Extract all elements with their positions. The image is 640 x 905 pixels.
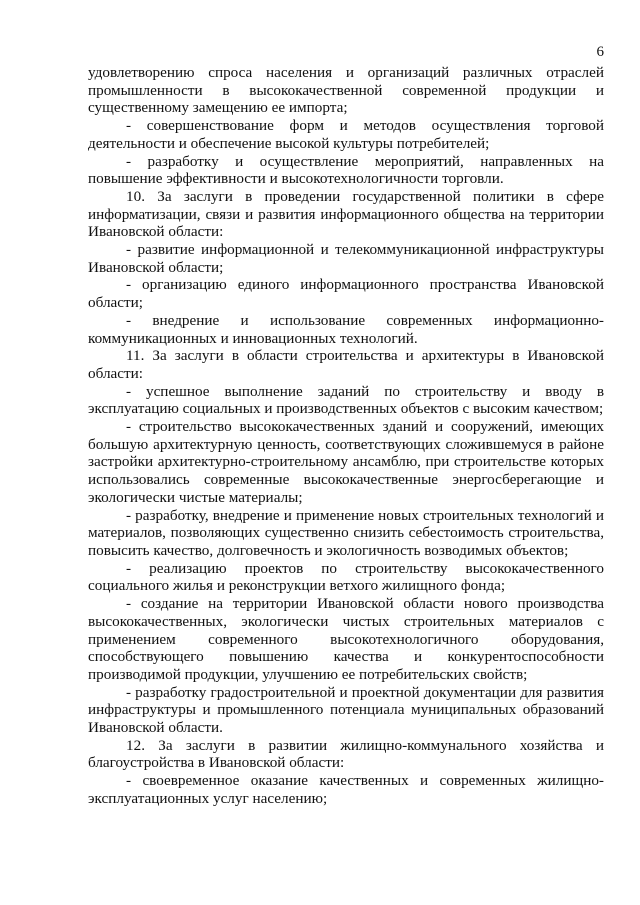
paragraph-9: - строительство высококачественных зданий и сооружений, имеющих большую архитектурную ценность, соответствующих сложившемуся в районе застройки архитектурно-строительному ансамблю, при строительстве которых использовались современные высококачественные энергосберегающие и экологически чистые материалы;: [88, 418, 604, 506]
paragraph-15: - своевременное оказание качественных и современных жилищно-эксплуатационных услуг населению;: [88, 772, 604, 807]
paragraph-11: - реализацию проектов по строительству высококачественного социального жилья и реконструкции ветхого жилищного фонда;: [88, 559, 604, 595]
paragraph-7: 11. За заслуги в области строительства и архитектуры в Ивановской области:: [88, 347, 604, 382]
paragraph-6: - внедрение и использование современных информационно-коммуникационных и инновационных технологий.: [88, 311, 604, 347]
paragraph-4: - развитие информационной и телекоммуникационной инфраструктуры Ивановской области;: [88, 241, 604, 276]
paragraph-0: удовлетворению спроса населения и организаций различных отраслей промышленности в высококачественной современной продукции и существенному замещению ее импорта;: [88, 64, 604, 117]
paragraph-12: - создание на территории Ивановской области нового производства высококачественных, экологически чистых строительных материалов с применением современного высокотехнологичного оборудования, способствующего повышению качества и конкурентоспособности производимой продукции, улучшению ее потребительских свойств;: [88, 595, 604, 683]
paragraph-14: 12. За заслуги в развитии жилищно-коммунального хозяйства и благоустройства в Ивановской области:: [88, 736, 604, 772]
paragraph-2: - разработку и осуществление мероприятий, направленных на повышение эффективности и высокотехнологичности торговли.: [88, 152, 604, 188]
paragraph-5: - организацию единого информационного пространства Ивановской области;: [88, 276, 604, 312]
paragraph-13: - разработку градостроительной и проектной документации для развития инфраструктуры и промышленного потенциала муниципальных образований Ивановской области.: [88, 683, 604, 737]
paragraph-3: 10. За заслуги в проведении государственной политики в сфере информатизации, связи и развития информационного общества на территории Ивановской области:: [88, 187, 604, 241]
page-number: 6: [596, 44, 604, 60]
paragraph-10: - разработку, внедрение и применение новых строительных технологий и материалов, позволяющих существенно снизить себестоимость строительства, повысить качество, долговечность и экологичность возводимых объектов;: [88, 506, 604, 559]
document-body: [88, 64, 604, 808]
paragraph-1: - совершенствование форм и методов осуществления торговой деятельности и обеспечение высокой культуры потребителей;: [88, 117, 604, 152]
paragraph-8: - успешное выполнение заданий по строительству и вводу в эксплуатацию социальных и производственных объектов с высоким качеством;: [88, 382, 604, 418]
